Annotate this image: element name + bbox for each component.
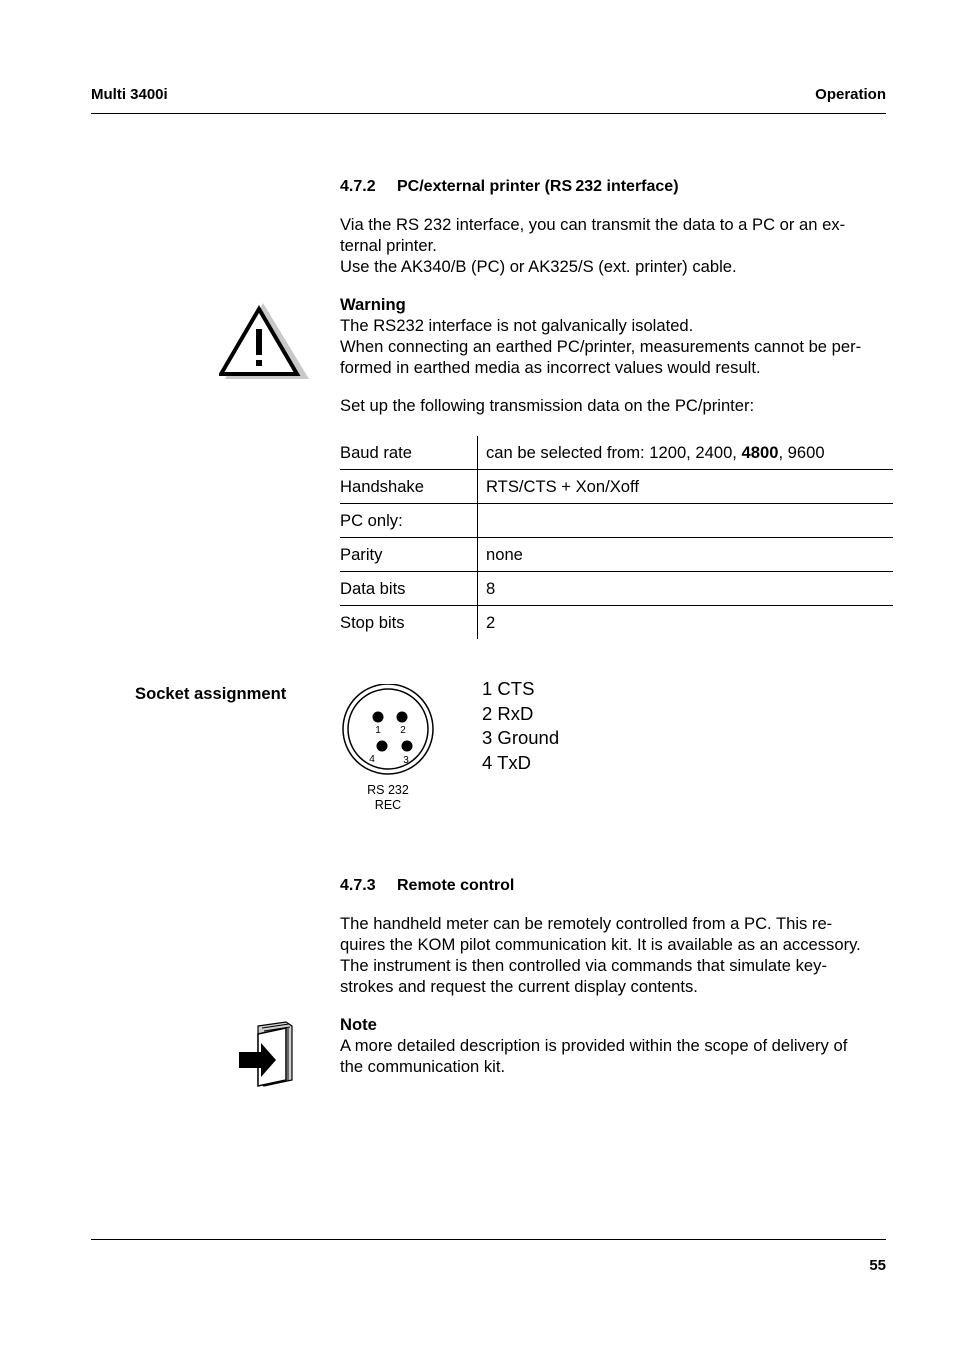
note-line: the communication kit. xyxy=(340,1057,506,1076)
table-row xyxy=(340,538,893,572)
section-heading-472 xyxy=(340,178,679,196)
table-value: RTS/CTS + Xon/Xoff xyxy=(478,470,894,504)
header-section: Operation xyxy=(815,86,886,103)
transmission-table xyxy=(340,436,893,639)
socket-caption xyxy=(343,783,433,813)
book-arrow-icon xyxy=(236,1020,296,1093)
pin-number: 4 xyxy=(369,754,375,765)
setup-text: Set up the following transmission data on the PC/printer: xyxy=(340,396,755,415)
header-rule xyxy=(91,113,886,114)
table-value: can be selected from: 1200, 2400, 4800, 9600 xyxy=(486,442,825,462)
remote-line: quires the KOM pilot communication kit. It is available as an accessory. xyxy=(340,935,861,954)
table-value: 2 xyxy=(478,606,894,640)
table-row xyxy=(340,504,893,538)
warning-line: formed in earthed media as incorrect values would result. xyxy=(340,358,761,377)
pin-number: 1 xyxy=(375,725,381,736)
table-label: Baud rate xyxy=(340,436,478,470)
intro-line: ternal printer. xyxy=(340,236,437,255)
pin-number: 3 xyxy=(403,755,409,766)
remote-line: strokes and request the current display contents. xyxy=(340,977,698,996)
table-label: Parity xyxy=(340,538,478,572)
intro-line: Via the RS 232 interface, you can transmit the data to a PC or an ex- xyxy=(340,215,846,234)
remote-paragraph xyxy=(340,913,885,997)
table-label: PC only: xyxy=(340,504,478,538)
header-title: Multi 3400i xyxy=(91,86,168,103)
section-number: 4.7.2 xyxy=(340,178,376,195)
socket-caption-line: RS 232 xyxy=(367,783,409,797)
footer-rule xyxy=(91,1239,886,1240)
warning-line: The RS232 interface is not galvanically isolated. xyxy=(340,316,694,335)
note-line: A more detailed description is provided within the scope of delivery of xyxy=(340,1036,848,1055)
pin-number: 2 xyxy=(400,725,406,736)
section-number: 4.7.3 xyxy=(340,877,376,894)
section-heading-473 xyxy=(340,877,514,895)
section-title: PC/external printer (RS 232 interface) xyxy=(397,178,679,195)
intro-line: Use the AK340/B (PC) or AK325/S (ext. printer) cable. xyxy=(340,257,737,276)
table-label: Stop bits xyxy=(340,606,478,640)
socket-caption-line: REC xyxy=(374,798,402,812)
remote-line: The instrument is then controlled via commands that simulate key- xyxy=(340,956,827,975)
table-row xyxy=(340,572,893,606)
warning-block xyxy=(340,294,885,378)
warning-title: Warning xyxy=(340,295,406,314)
table-row xyxy=(340,436,893,470)
pin-item: 3 Ground xyxy=(482,727,560,748)
table-value xyxy=(478,504,894,538)
table-label: Data bits xyxy=(340,572,478,606)
warning-triangle-icon xyxy=(219,299,311,384)
socket-assignment-label: Socket assignment xyxy=(135,684,287,703)
table-row xyxy=(340,606,893,640)
note-title: Note xyxy=(340,1015,377,1034)
socket-diagram xyxy=(341,684,437,785)
section-title: Remote control xyxy=(397,877,515,894)
remote-line: The handheld meter can be remotely controlled from a PC. This re- xyxy=(340,914,833,933)
table-value: 8 xyxy=(478,572,894,606)
table-row xyxy=(340,470,893,504)
intro-paragraph xyxy=(340,214,885,277)
pin-item: 2 RxD xyxy=(482,702,534,724)
pin-list xyxy=(482,677,559,775)
table-value: none xyxy=(478,538,894,572)
note-block xyxy=(340,1014,885,1077)
pin-item: 4 TxD xyxy=(482,751,532,773)
warning-line: When connecting an earthed PC/printer, measurements cannot be per- xyxy=(340,337,862,356)
pin-item: 1 CTS xyxy=(482,678,535,699)
table-label: Handshake xyxy=(340,470,478,504)
page-number: 55 xyxy=(869,1257,886,1274)
